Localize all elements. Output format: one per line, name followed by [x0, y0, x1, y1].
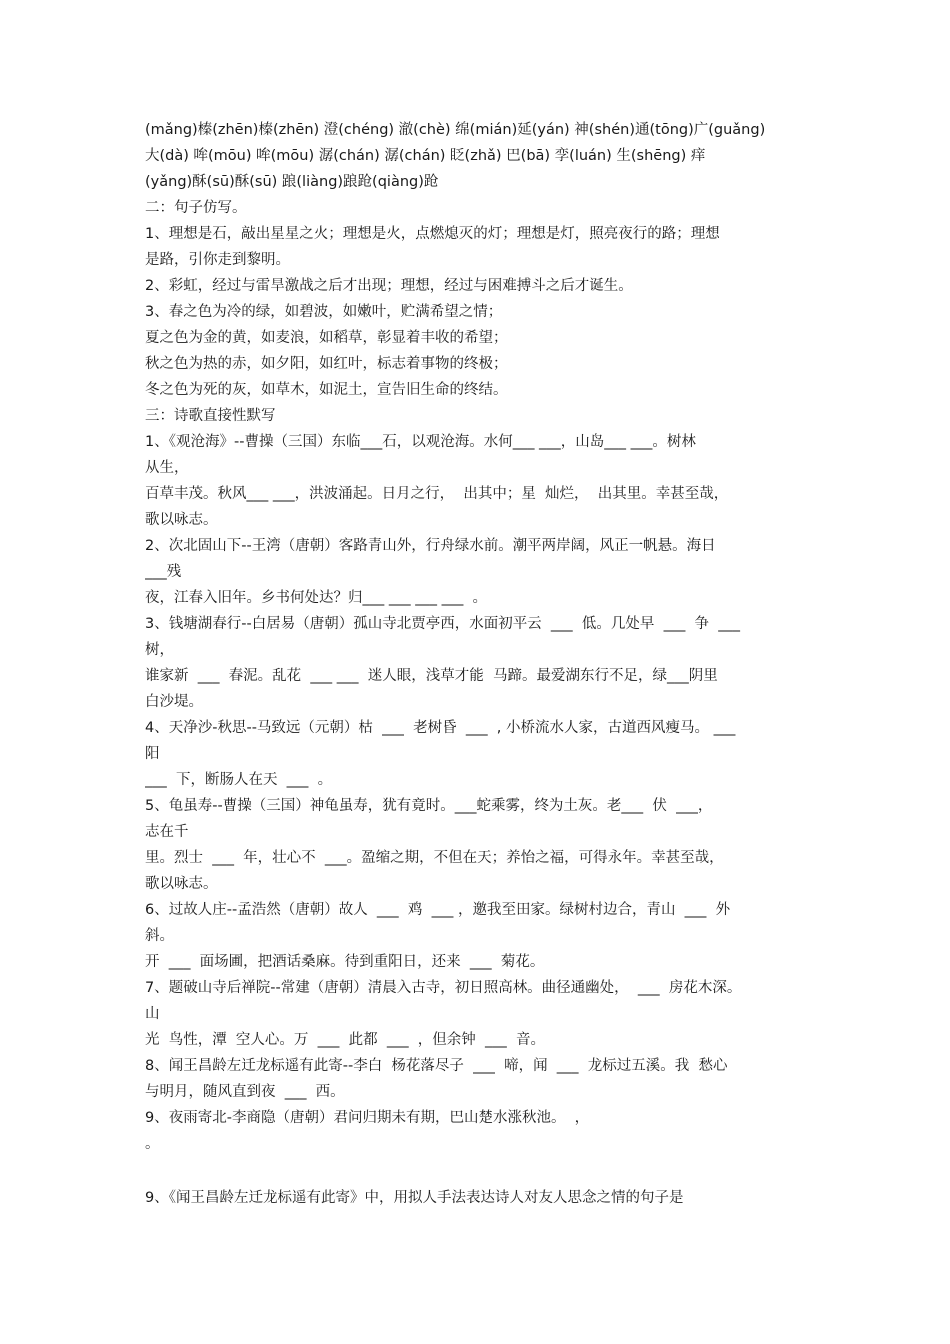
text-line: 谁家新 ___ 春泥。乱花 ___ ___ 迷人眼，浅草才能 马蹄。最爱湖东行不足，绿___阴里 [145, 668, 718, 684]
text-line: 4、天净沙-秋思--马致远（元朝）枯 ___ 老树昏 ___ , 小桥流水人家，古道西风瘦马。 ___ [145, 720, 736, 736]
text-line: 夜，江春入旧年。乡书何处达？归___ ___ ___ ___ 。 [145, 590, 488, 606]
text-line: 从生， [145, 460, 189, 476]
text-line: 里。烈士 ___ 年，壮心不 ___。盈缩之期，不但在天；养怡之福，可得永年。幸甚至哉， [145, 850, 724, 866]
text-line: 1、《观沧海》--曹操（三国）东临___石，以观沧海。水何___ ___，山岛___ ___。树林 [145, 434, 696, 450]
document-page [145, 117, 810, 1211]
text-line: 1、理想是石，敲出星星之火；理想是火，点燃熄灭的灯；理想是灯，照亮夜行的路；理想 [145, 226, 720, 242]
text-line: 百草丰茂。秋风___ ___，洪波涌起。日月之行， 出其中；星 灿烂， 出其里。幸甚至哉， [145, 486, 729, 502]
text-line: 光 鸟性，潭 空人心。万 ___ 此都 ___ ，但余钟 ___ 音。 [145, 1032, 545, 1048]
text-line: 是路，引你走到黎明。 [145, 252, 290, 268]
text-line: 歌以咏志。 [145, 876, 218, 892]
text-line: 7、题破山寺后禅院--常建（唐朝）清晨入古寺，初日照高林。曲径通幽处， ___ 房花木深。 [145, 980, 742, 996]
text-line: 树， [145, 642, 174, 658]
text-line: ___ 下，断肠人在天 ___ 。 [145, 772, 333, 788]
question-line: 9、《闻王昌龄左迁龙标遥有此寄》中，用拟人手法表达诗人对友人思念之情的句子是 [145, 1190, 684, 1206]
text-line: 夏之色为金的黄，如麦浪，如稻草，彰显着丰收的希望； [145, 330, 508, 346]
text-line: 2、彩虹，经过与雷旱激战之后才出现；理想，经过与困难搏斗之后才诞生。 [145, 278, 633, 294]
text-line: 冬之色为死的灰，如草木，如泥土，宣告旧生命的终结。 [145, 382, 508, 398]
text-line: 秋之色为热的赤，如夕阳，如红叶，标志着事物的终极； [145, 356, 508, 372]
text-line: 3、春之色为冷的绿，如碧波，如嫩叶，贮满希望之情； [145, 304, 503, 320]
pinyin-line-1: (mǎng)榛(zhēn)榛(zhēn) 澄(chéng) 澈(chè) 绵(mián)延(yán) 神(shén)通(tōng)广(guǎng) [145, 122, 766, 138]
text-line: 歌以咏志。 [145, 512, 218, 528]
text-line: 白沙堤。 [145, 694, 203, 710]
text-line: 斜。 [145, 928, 174, 944]
text-line: 与明月，随风直到夜 ___ 西。 [145, 1084, 345, 1100]
text-line: 2、次北固山下--王湾（唐朝）客路青山外，行舟绿水前。潮平两岸阔，风正一帆悬。海日 [145, 538, 716, 554]
text-line: 开 ___ 面场圃，把酒话桑麻。待到重阳日，还来 ___ 菊花。 [145, 954, 545, 970]
text-line: 。 [145, 1136, 160, 1152]
text-line: 9、夜雨寄北-李商隐（唐朝）君问归期未有期，巴山楚水涨秋池。 ， [145, 1110, 590, 1126]
pinyin-line-3: (yǎng)酥(sū)酥(sū) 踉(liàng)踉跄(qiàng)跄 [145, 174, 439, 190]
text-line: ___残 [145, 564, 182, 580]
text-line: 阳 [145, 746, 160, 762]
text-line: 8、闻王昌龄左迁龙标遥有此寄--李白 杨花落尽子 ___ 啼，闻 ___ 龙标过五溪。我 愁心 [145, 1058, 728, 1074]
text-line: 山 [145, 1006, 160, 1022]
section-heading-poetry-dictation: 三：诗歌直接性默写 [145, 408, 276, 424]
text-line: 志在千 [145, 824, 189, 840]
text-line: 6、过故人庄--孟浩然（唐朝）故人 ___ 鸡 ___ ，邀我至田家。绿树村边合，青山 ___ 外 [145, 902, 731, 918]
section-heading-sentence-imitation: 二：句子仿写。 [145, 200, 247, 216]
blank-line [145, 1157, 810, 1185]
pinyin-line-2: 大(dà) 哞(mōu) 哞(mōu) 潺(chán) 潺(chán) 眨(zhǎ) 巴(bā) 孪(luán) 生(shēng) 痒 [145, 148, 706, 164]
text-line: 5、龟虽寿--曹操（三国）神龟虽寿，犹有竟时。___蛇乘雾，终为土灰。老___ 伏 ___， [145, 798, 713, 814]
text-line: 3、钱塘湖春行--白居易（唐朝）孤山寺北贾亭西，水面初平云 ___ 低。几处早 ___ 争 ___ [145, 616, 741, 632]
